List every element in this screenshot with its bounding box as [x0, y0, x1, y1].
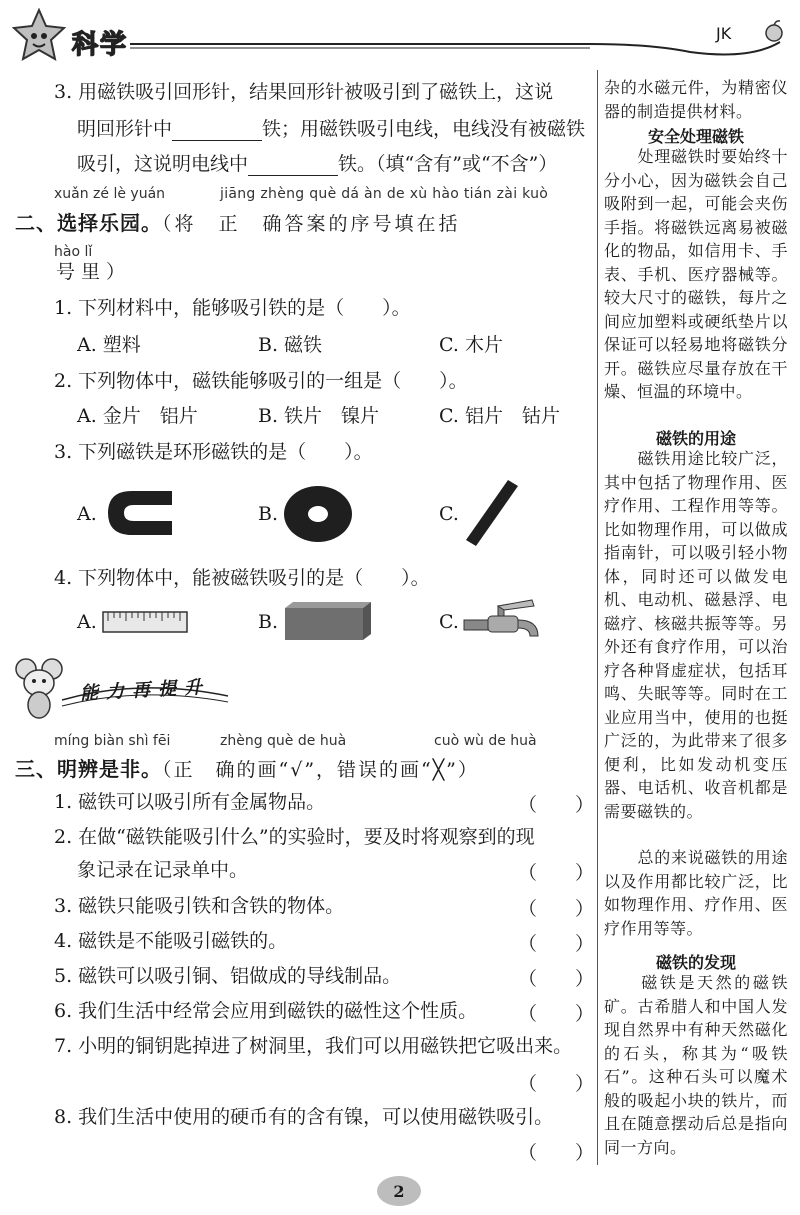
subject-title: 科学 — [72, 30, 129, 60]
sidebar-text: 磁铁是天然的磁铁矿。古希腊人和中国人发现自然界中有种天然磁化的石头，称其为“吸铁石”。这种石头可以魔术般的吸起小块的铁片，而且在随意摆动后总是指向同一方向。 — [604, 973, 788, 1157]
option-c[interactable]: C. — [439, 503, 459, 525]
option-b[interactable]: B. 铁片 镍片 — [258, 405, 380, 427]
section-3-title — [15, 753, 479, 782]
answer-paren[interactable]: （ ） — [518, 794, 595, 816]
column-divider — [597, 70, 598, 1165]
answer-paren[interactable]: （ ） — [518, 898, 595, 920]
bar-magnet-image[interactable] — [462, 478, 522, 548]
fill-blank-2[interactable] — [248, 155, 338, 176]
header — [0, 0, 800, 70]
s2-q3: 3. 下列磁铁是环形磁铁的是（ ）。 — [54, 441, 373, 463]
answer-paren[interactable]: （ ） — [518, 933, 595, 955]
sidebar-text: 磁铁用途比较广泛，其中包括了物理作用、医疗作用、工程作用等等。比如物理作用，可以做成指南针，可以吸引轻小物体，同时还可以做发电机、电动机、磁悬浮、电磁疗、核磁共振等等。另外还有食疗作用，可以治疗各种肾虚症状，包括耳鸣、失眠等等。同时在工业应用当中，使用的也挺广泛的，为此带来了很多便利，比如发动机变压器、电话机、收音机都是需要磁铁的。 — [604, 449, 788, 821]
sidebar-text: 总的来说磁铁的用途以及作用都比较广泛，比如物理作用、疗作用、医疗作用等等。 — [604, 848, 788, 938]
option-c[interactable]: C. — [439, 611, 459, 633]
page-number-badge — [377, 1176, 421, 1206]
pinyin: xuǎn zé lè yuán — [54, 186, 166, 202]
answer-paren[interactable]: （ ） — [518, 862, 595, 884]
option-b[interactable]: B. — [258, 611, 279, 633]
section-heading: 二、选择乐园。 — [15, 211, 162, 235]
header-rule — [130, 30, 790, 60]
q3-line3 — [77, 152, 557, 176]
sidebar-heading: 磁铁的用途 — [655, 429, 736, 448]
option-b[interactable]: B. 磁铁 — [258, 334, 323, 356]
answer-paren[interactable]: （ ） — [518, 1003, 595, 1025]
section-2-title — [15, 207, 461, 236]
option-a[interactable]: A. — [77, 503, 97, 525]
option-b[interactable]: B. — [258, 503, 279, 525]
judge-item: 3. 磁铁只能吸引铁和含铁的物体。 — [54, 895, 345, 917]
mascot-star-logo — [8, 8, 70, 66]
judge-item: 8. 我们生活中使用的硬币有的含有镍，可以使用磁铁吸引。 — [54, 1106, 554, 1128]
sidebar-heading: 安全处理磁铁 — [647, 127, 744, 146]
section-note: （将 正 确答案的序号填在括 — [162, 213, 461, 235]
option-c[interactable]: C. 铝片 钴片 — [439, 405, 560, 427]
q3-line1: 3. 用磁铁吸引回形针，结果回形针被吸引到了磁铁上，这说 — [54, 81, 554, 103]
pinyin: míng biàn shì fēi — [54, 733, 171, 749]
judge-item: 6. 我们生活中经常会应用到磁铁的磁性这个性质。 — [54, 1000, 478, 1022]
ruler-image[interactable] — [102, 611, 188, 633]
sidebar-text: 处理磁铁时要始终十分小心，因为磁铁会自己吸附到一起，可能会夹伤手指。将磁铁远离易被磁化的物品，如信用卡、手表、手机、医疗器械等。较大尺寸的磁铁，每片之间应加塑料或硬纸垫片以保证可以轻易地将磁铁分开。磁铁应尽量存放在干燥、恒温的环境中。 — [604, 147, 788, 401]
pinyin: hào lǐ — [54, 244, 93, 260]
q3-line2 — [77, 117, 585, 141]
judge-item: 1. 磁铁可以吸引所有金属物品。 — [54, 791, 326, 813]
q3-text: 吸引，这说明电线中 — [77, 153, 249, 175]
apple-icon — [762, 18, 786, 44]
judge-item-cont: 象记录在记录单中。 — [77, 859, 249, 881]
option-a[interactable]: A. 金片 铝片 — [77, 405, 198, 427]
s2-q4: 4. 下列物体中，能被磁铁吸引的是（ ）。 — [54, 567, 430, 589]
page-number: 2 — [393, 1181, 405, 1201]
judge-item: 5. 磁铁可以吸引铜、铝做成的导线制品。 — [54, 965, 402, 987]
judge-item: 7. 小明的铜钥匙掉进了树洞里，我们可以用磁铁把它吸出来。 — [54, 1035, 573, 1057]
edition-label: JK — [716, 24, 732, 43]
s2-q2: 2. 下列物体中，磁铁能够吸引的一组是（ ）。 — [54, 370, 468, 392]
answer-paren[interactable]: （ ） — [518, 1142, 595, 1164]
section-note-cont: 号里） — [56, 261, 132, 283]
banner-title: 能力再提升 — [79, 676, 211, 705]
fill-blank-1[interactable] — [172, 120, 262, 141]
pinyin: jiāng zhèng què dá àn de xù hào tián zài kuò — [220, 186, 549, 202]
judge-item: 4. 磁铁是不能吸引磁铁的。 — [54, 930, 288, 952]
faucet-image[interactable] — [462, 598, 552, 644]
s2-q1: 1. 下列材料中，能够吸引铁的是（ ）。 — [54, 297, 411, 319]
option-a[interactable]: A. 塑料 — [77, 334, 141, 356]
option-a[interactable]: A. — [77, 611, 97, 633]
judge-item: 2. 在做“磁铁能吸引什么”的实验时，要及时将观察到的现 — [54, 826, 535, 848]
pinyin: zhèng què de huà — [220, 733, 347, 749]
option-c[interactable]: C. 木片 — [439, 334, 503, 356]
horseshoe-magnet-image[interactable] — [102, 485, 174, 541]
q3-text: 铁；用磁铁吸引电线，电线没有被磁铁 — [262, 118, 586, 140]
q3-text: 明回形针中 — [77, 118, 173, 140]
section-heading: 三、明辨是非。 — [15, 757, 162, 781]
sidebar-text: 杂的水磁元件，为精密仪器的制造提供材料。 — [604, 78, 788, 121]
answer-paren[interactable]: （ ） — [518, 968, 595, 990]
q3-text: 铁。（填“含有”或“不含”） — [338, 153, 558, 175]
sidebar-heading: 磁铁的发现 — [655, 953, 736, 972]
pinyin: cuò wù de huà — [434, 733, 537, 749]
section-note: （正 确的画“√”，错误的画“╳”） — [162, 759, 479, 781]
ring-magnet-image[interactable] — [282, 484, 354, 544]
answer-paren[interactable]: （ ） — [518, 1073, 595, 1095]
brick-image[interactable] — [283, 600, 373, 642]
